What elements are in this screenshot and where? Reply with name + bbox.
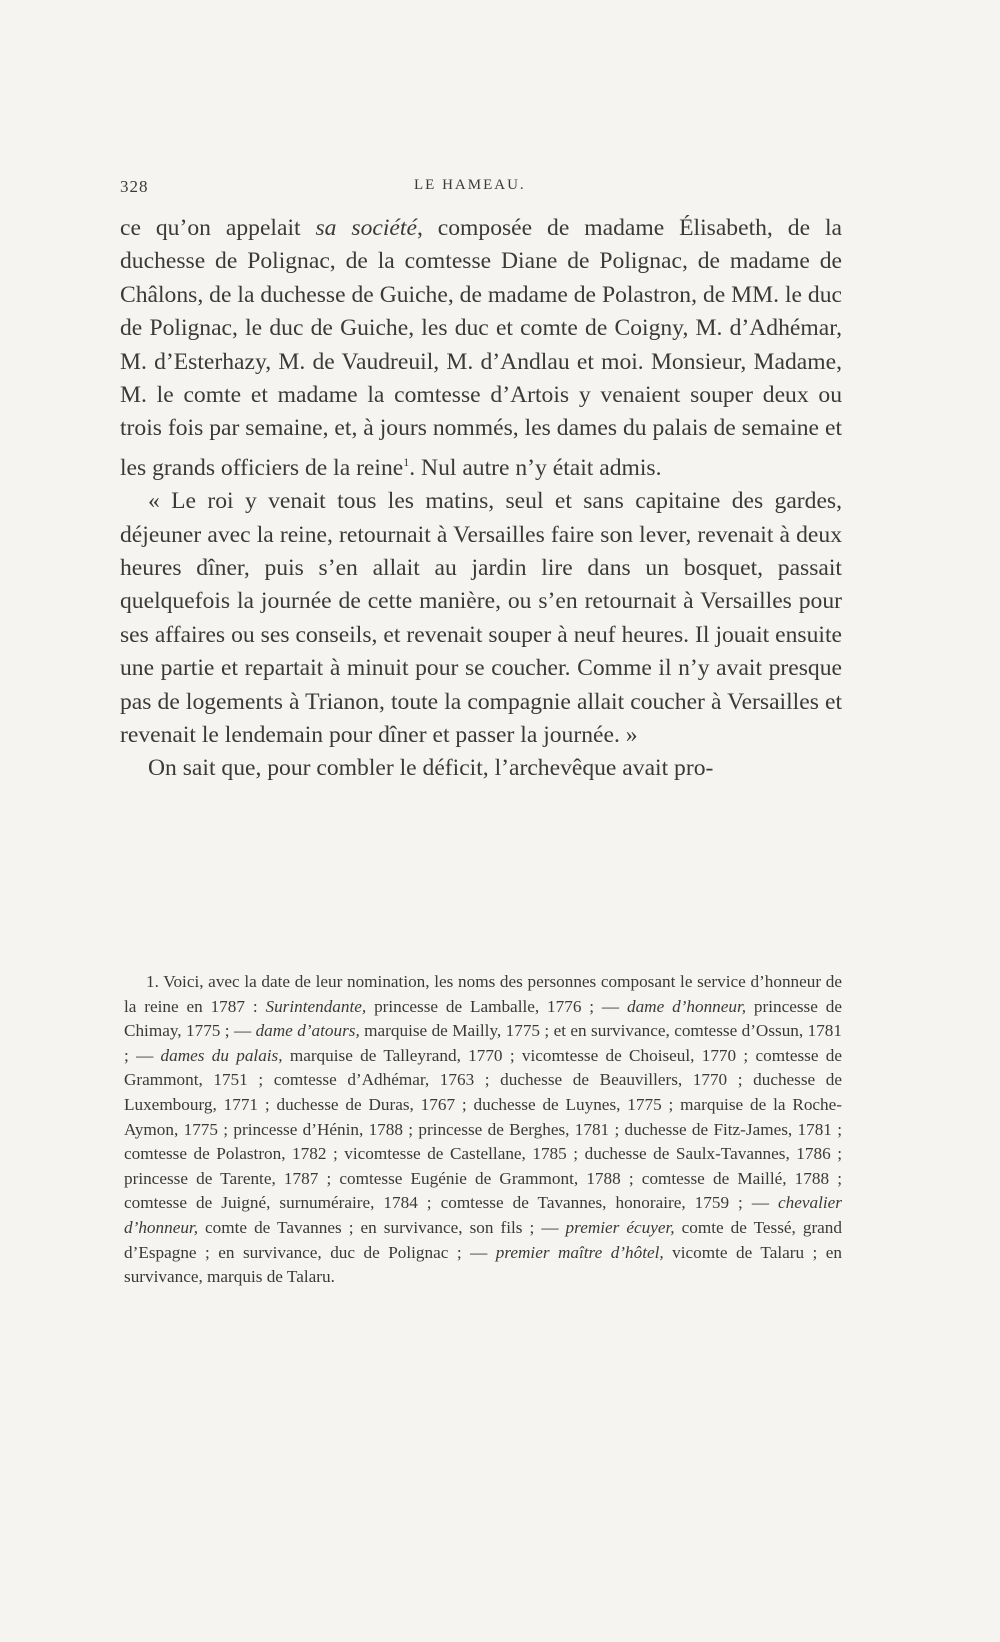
footnote-italic-5: chevalier d’honneur,: [124, 1193, 842, 1237]
paragraph-1-text-c: . Nul autre n’y était admis.: [409, 454, 662, 481]
chapter-title: LE HAMEAU.: [414, 177, 526, 193]
paragraph-1-italic: sa société: [315, 215, 417, 241]
footnote-reference: 1: [403, 454, 410, 469]
footnote-italic-3: dame d’atours,: [255, 1021, 360, 1041]
running-head: [120, 177, 844, 201]
footnote-italic-6: premier écuyer,: [565, 1217, 675, 1237]
footnote: [124, 970, 842, 1290]
paragraph-2: « Le roi y venait tous les matins, seul et sans capitaine des gardes, déjeuner avec la reine, retournait à Versailles faire son lever, revenait à deux heures dîner, puis s’en allait au jardin lire dans un bosquet, passait quelquefois la journée de cette manière, ou s’en retournait à Versailles pour ses affaires ou ses conseils, et revenait souper à neuf heures. Il jouait ensuite une partie et repartait à minuit pour se coucher. Comme il n’y avait presque pas de logements à Trianon, toute la compagnie allait coucher à Versailles et revenait le lendemain pour dîner et passer la journée. »: [120, 488, 842, 748]
footnote-text-8: vicomte de Talaru ; en survivance, marquis de Talaru.: [124, 1242, 842, 1287]
footnote-text-4: marquise de Mailly, 1775 ; et en survivance, comtesse d’Ossun, 1781 ; —: [124, 1021, 842, 1065]
footnote-text-1: 1. Voici, avec la date de leur nomination, les noms des personnes composant le service d’honneur de la reine en 1787 :: [124, 972, 842, 1016]
footnote-italic-1: Surintendante,: [265, 996, 367, 1016]
paragraph-3: On sait que, pour combler le déficit, l’archevêque avait pro-: [148, 755, 714, 782]
footnote-text-2: princesse de Lamballe, 1776 ; —: [366, 996, 627, 1016]
page-number: 328: [120, 177, 149, 196]
footnote-text-5: marquise de Talleyrand, 1770 ; vicomtesse de Choiseul, 1770 ; comtesse de Grammont, 1751 ; comtesse d’Adhémar, 1763 ; duchesse de Beauvillers, 1770 ; duchesse de Luxembourg, 1771 ; duchesse de Duras, 1767 ; duchesse de Luynes, 1775 ; marquise de la Roche-Aymon, 1775 ; princesse d’Hénin, 1788 ; princesse de Berghes, 1781 ; duchesse de Fitz-James, 1781 ; comtesse de Polastron, 1782 ; vicomtesse de Castellane, 1785 ; duchesse de Saulx-Tavannes, 1786 ; princesse de Tarente, 1787 ; comtesse Eugénie de Grammont, 1788 ; comtesse de Maillé, 1788 ; comtesse de Juigné, surnuméraire, 1784 ; comtesse de Tavannes, honoraire, 1759 ; —: [124, 1045, 842, 1213]
footnote-italic-7: premier maître d’hôtel,: [495, 1242, 664, 1262]
paragraph-1-text-b: , composée de madame Élisabeth, de la duchesse de Polignac, de la comtesse Diane de Polignac, de madame de Châlons, de la duchesse de Guiche, de madame de Polastron, de MM. le duc de Polignac, le duc de Guiche, les duc et comte de Coigny, M. d’Adhémar, M. d’Esterhazy, M. de Vaudreuil, M. d’Andlau et moi. Monsieur, Madame, M. le comte et madame la comtesse d’Artois y venaient souper deux ou trois fois par semaine, et, à jours nommés, les dames du palais de semaine et les grands officiers de la reine: [120, 215, 843, 481]
footnote-italic-2: dame d’honneur,: [626, 996, 747, 1016]
footnote-italic-4: dames du palais,: [160, 1045, 283, 1065]
footnote-text-3: princesse de Chimay, 1775 ; —: [124, 996, 842, 1041]
paragraph-1-text-a: ce qu’on appelait: [120, 215, 316, 241]
footnote-text-7: comte de Tessé, grand d’Espagne ; en survivance, duc de Polignac ; —: [124, 1217, 842, 1262]
main-text: [120, 212, 842, 786]
footnote-text-6: comte de Tavannes ; en survivance, son fils ; —: [198, 1217, 566, 1237]
footnote-1: [124, 970, 842, 1290]
paragraph-1: [120, 212, 842, 485]
